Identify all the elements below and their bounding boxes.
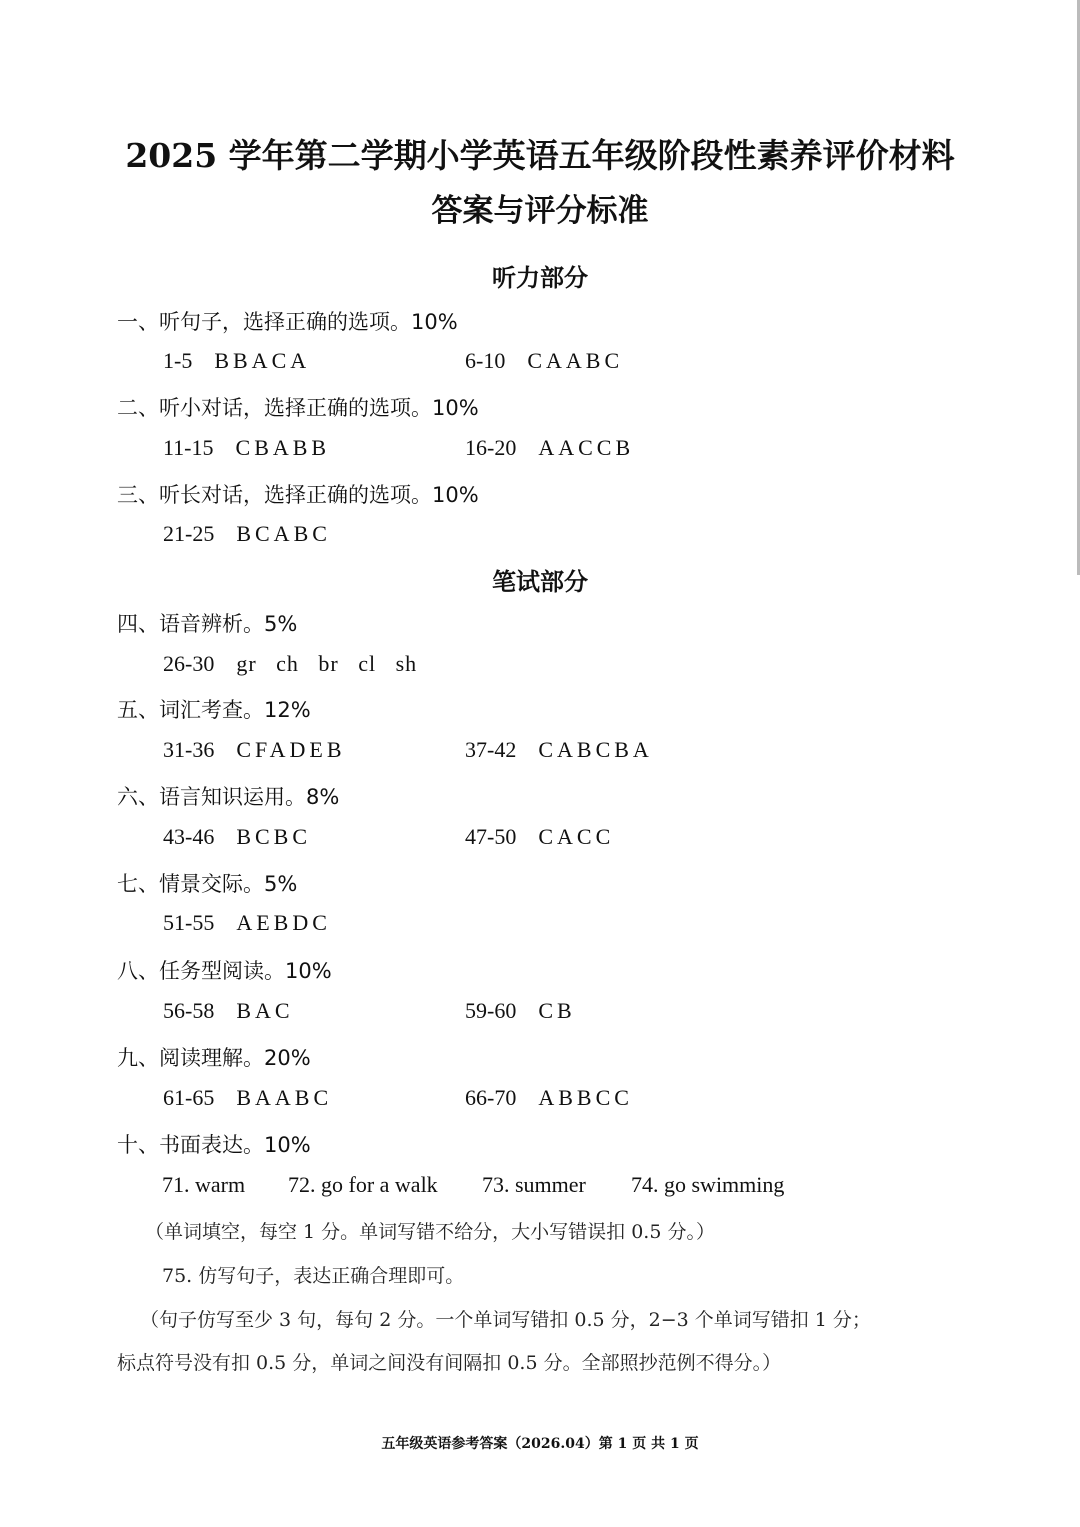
answer-value: CABCBA [538, 737, 653, 762]
range-label: 6-10 [465, 348, 506, 373]
section-8-answers-b [465, 998, 576, 1024]
answer-71: 71. warm [162, 1172, 246, 1197]
document-subtitle: 答案与评分标准 [431, 193, 649, 229]
range-label: 21-25 [163, 521, 215, 546]
range-label: 43-46 [163, 824, 215, 849]
section-2-title: 二、听小对话，选择正确的选项。10% [117, 396, 479, 420]
answer-value: AACCB [538, 435, 635, 460]
fill-blank-scoring-note: （单词填空，每空 1 分。单词写错不给分，大小写错误扣 0.5 分。） [145, 1221, 715, 1243]
range-label: 26-30 [163, 651, 215, 676]
answer-value: gr ch br cl sh [236, 651, 418, 676]
range-label: 1-5 [163, 348, 193, 373]
range-label: 59-60 [465, 998, 517, 1023]
section-1-title: 一、听句子，选择正确的选项。10% [117, 310, 458, 334]
section-7-answers-a [163, 910, 331, 936]
question-75: 75. 仿写句子，表达正确合理即可。 [162, 1265, 465, 1287]
section-4-answers-a [163, 651, 417, 677]
section-2-answers-b [465, 435, 634, 461]
answer-value: BAABC [236, 1085, 333, 1110]
range-label: 56-58 [163, 998, 215, 1023]
section-9-answers-a [163, 1085, 332, 1111]
range-label: 37-42 [465, 737, 517, 762]
page-footer: 五年级英语参考答案（2026.04）第 1 页 共 1 页 [381, 1436, 699, 1452]
section-5-answers-b [465, 737, 653, 763]
answer-value: BCABC [236, 521, 331, 546]
answer-value: ABBCC [538, 1085, 633, 1110]
sentence-scoring-note-line2: 标点符号没有扣 0.5 分，单词之间没有间隔扣 0.5 分。全部照抄范例不得分。） [117, 1352, 782, 1374]
range-label: 11-15 [163, 435, 214, 460]
answer-value: AEBDC [236, 910, 331, 935]
range-label: 31-36 [163, 737, 215, 762]
section-6-answers-b [465, 824, 614, 850]
answer-value: CB [538, 998, 576, 1023]
sentence-scoring-note-line1: （句子仿写至少 3 句，每句 2 分。一个单词写错扣 0.5 分，2−3 个单词写错扣 1 分； [140, 1309, 871, 1331]
section-4-title: 四、语音辨析。5% [117, 612, 298, 636]
range-label: 16-20 [465, 435, 517, 460]
answer-value: BBACA [214, 348, 311, 373]
section-7-title: 七、情景交际。5% [117, 872, 298, 896]
section-3-answers-a [163, 521, 331, 547]
answer-value: CAABC [527, 348, 624, 373]
section-9-answers-b [465, 1085, 633, 1111]
range-label: 51-55 [163, 910, 215, 935]
section-1-answers-b [465, 348, 623, 374]
answer-72: 72. go for a walk [288, 1172, 438, 1197]
answer-73: 73. summer [482, 1172, 586, 1197]
listening-heading: 听力部分 [492, 264, 588, 292]
section-6-title: 六、语言知识运用。8% [117, 785, 340, 809]
answer-value: CACC [538, 824, 615, 849]
document-title: 2025 学年第二学期小学英语五年级阶段性素养评价材料 [125, 136, 955, 175]
range-label: 66-70 [465, 1085, 517, 1110]
answer-value: BAC [236, 998, 294, 1023]
answer-value: CBABB [235, 435, 331, 460]
section-8-answers-a [163, 998, 294, 1024]
section-9-title: 九、阅读理解。20% [117, 1046, 311, 1070]
section-3-title: 三、听长对话，选择正确的选项。10% [117, 483, 479, 507]
section-5-answers-a [163, 737, 346, 763]
answer-value: BCBC [236, 824, 312, 849]
answer-value: CFADEB [236, 737, 346, 762]
section-2-answers-a [163, 435, 330, 461]
section-6-answers-a [163, 824, 311, 850]
section-1-answers-a [163, 348, 310, 374]
answer-74: 74. go swimming [631, 1172, 785, 1197]
section-10-title: 十、书面表达。10% [117, 1133, 311, 1157]
range-label: 61-65 [163, 1085, 215, 1110]
section-5-title: 五、词汇考查。12% [117, 698, 311, 722]
section-8-title: 八、任务型阅读。10% [117, 959, 332, 983]
range-label: 47-50 [465, 824, 517, 849]
writing-heading: 笔试部分 [492, 568, 588, 596]
